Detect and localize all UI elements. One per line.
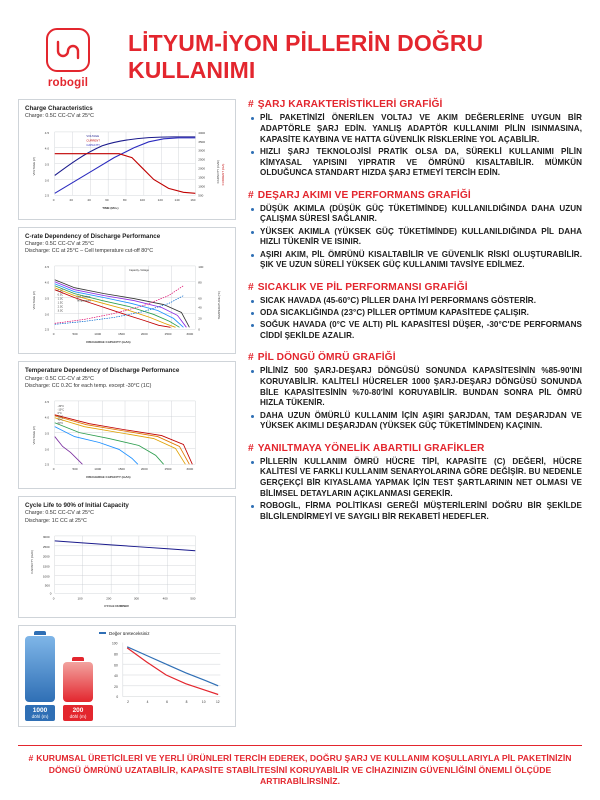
section-temperature [248, 282, 582, 344]
svg-text:6: 6 [166, 700, 168, 705]
page-header [18, 18, 582, 99]
battery-a-label: 1000 döhl (m) [25, 705, 55, 721]
svg-text:4.0: 4.0 [44, 146, 50, 151]
svg-text:CAPACITY: CAPACITY [86, 142, 101, 147]
svg-text:1500: 1500 [118, 332, 125, 337]
chart-subtitle-2: Discharge: 1C CC at 25°C [25, 517, 87, 524]
svg-text:100: 100 [198, 265, 204, 270]
svg-text:200: 200 [106, 595, 112, 600]
chart-title: C-rate Dependency of Discharge Performance [25, 232, 161, 240]
svg-text:60°C: 60°C [57, 422, 64, 426]
svg-text:40: 40 [198, 305, 202, 310]
plot-area [25, 393, 229, 484]
battery-a [25, 631, 55, 721]
svg-text:25°C: 25°C [57, 415, 64, 419]
svg-text:2500: 2500 [164, 332, 172, 337]
svg-text:-30°C: -30°C [57, 404, 65, 408]
svg-text:45°C: 45°C [57, 418, 64, 422]
list-item: HIZLI ŞARJ TEKNOLOJİSİ PRATİK OLSA DA, SÜREKLİ KULLANIMI PİLİN KİMYASAL YAPISINI YIPRATIR VE ÖMRÜNÜ KISALTABİLİR. MÜMKÜN OLDUĞUNCA STANDART HIZDA ŞARJ ETMEYİ TERCİH EDİN. [248, 147, 582, 179]
svg-text:500: 500 [72, 467, 78, 472]
compare-plot [99, 631, 229, 721]
chart-misleading-compare [18, 625, 236, 727]
footer-text: KURUMSAL ÜRETİCİLERİ VE YERLİ ÜRÜNLERİ TERCİH EDEREK, DOĞRU ŞARJ VE KULLANIM KOŞULLARIYLA PİL PAKETİNİZİN DÖNGÜ ÖMRÜNÜ UZATABİLİR, KAPASİTE STABİLİTESİNİ KORUYABİLİR VE CİHAZINIZIN GÜVENLİĞİNİ ÖNEMLİ ÖLÇÜDE ARTIRABİLİRSİNİZ. [36, 753, 572, 787]
svg-text:100: 100 [77, 595, 83, 600]
svg-text:CYCLE NUMBER: CYCLE NUMBER [104, 603, 129, 608]
chart-charge-characteristics [18, 99, 236, 220]
svg-text:Capacity–Voltage: Capacity–Voltage [128, 269, 149, 273]
svg-text:CAPACITY (mAh): CAPACITY (mAh) [216, 159, 221, 183]
svg-text:60: 60 [198, 296, 202, 301]
section-heading [248, 282, 582, 293]
chart-subtitle-2: Discharge: CC 0.2C for each temp. except -30°C (1C) [25, 382, 152, 389]
svg-text:0.5C: 0.5C [57, 293, 64, 297]
svg-text:2: 2 [127, 700, 129, 705]
svg-text:4.0: 4.0 [44, 280, 50, 285]
svg-text:3.0: 3.0 [44, 177, 50, 182]
svg-text:1000: 1000 [198, 183, 206, 188]
svg-text:2000: 2000 [140, 332, 148, 337]
brand-name: robogil [47, 77, 89, 89]
svg-text:4.5: 4.5 [44, 130, 50, 135]
page-footer [18, 745, 582, 788]
svg-text:1500: 1500 [42, 564, 50, 569]
svg-text:3000: 3000 [198, 148, 206, 153]
battery-b-label: 200 döhl (m) [63, 705, 93, 721]
chart-c-rate-discharge [18, 227, 236, 355]
text-column [246, 99, 582, 739]
svg-text:140: 140 [174, 197, 180, 202]
svg-text:2.0C: 2.0C [57, 305, 64, 309]
svg-text:80: 80 [114, 652, 118, 657]
svg-text:1000: 1000 [94, 332, 102, 337]
svg-text:120: 120 [157, 197, 163, 202]
svg-text:CAPACITY (mAh): CAPACITY (mAh) [29, 549, 34, 574]
list-item: YÜKSEK AKIMLA (YÜKSEK GÜÇ TÜKETİMİNDE) KULLANILDIĞINDA PİL DAHA HIZLI TÜKENİR VE ISINIR. [248, 227, 582, 249]
svg-text:3000: 3000 [42, 534, 50, 539]
svg-text:VOLTAGE (V): VOLTAGE (V) [31, 156, 36, 175]
svg-text:2.5: 2.5 [44, 327, 50, 332]
hash-icon: # [248, 189, 254, 201]
svg-text:2.5: 2.5 [44, 192, 50, 197]
robogil-logo-icon [46, 28, 90, 72]
chart-subtitle: Charge: 0.5C CC-CV at 25°C [25, 375, 94, 382]
legend-label-blue: Değer üreteceksiniz [109, 630, 150, 636]
battery-cap-icon [34, 631, 46, 635]
svg-text:CURRENT: CURRENT [86, 137, 100, 142]
svg-text:3.0: 3.0 [44, 447, 50, 452]
svg-text:300: 300 [133, 595, 140, 600]
section-charge [248, 99, 582, 181]
svg-text:0: 0 [49, 591, 52, 596]
chart-title: Cycle Life to 90% of Initial Capacity [25, 502, 129, 510]
plot-area [25, 528, 229, 613]
svg-text:VOLTAGE: VOLTAGE [86, 133, 100, 138]
svg-text:4000: 4000 [198, 130, 206, 135]
svg-text:2500: 2500 [164, 467, 172, 472]
svg-text:2000: 2000 [42, 554, 50, 559]
list-item: PİLİNİZ 500 ŞARJ-DEŞARJ DÖNGÜSÜ SONUNDA KAPASİTESİNİN %85-90'INI KORUYABİLİR. KALİTELİ HÜCRELER 1000 ŞARJ-DEŞARJ DÖNGÜSÜ SONUNDA BİLE KAPASİTESİNİN %70-80'İNİ KORUYABİLİR. BUNDAN SONRA PİL ÖMRÜ HIZLA TÜKENİR. [248, 366, 582, 409]
svg-text:0: 0 [116, 694, 119, 699]
battery-body-icon [63, 662, 93, 702]
chart-subtitle: Charge: 0.5C CC-CV at 25°C [25, 240, 94, 247]
bullet-list [248, 366, 582, 432]
svg-text:8: 8 [185, 700, 188, 705]
battery-b [63, 657, 93, 721]
svg-text:500: 500 [198, 192, 204, 197]
svg-text:DISCHARGE CAPACITY (mAh): DISCHARGE CAPACITY (mAh) [86, 340, 131, 345]
battery-comparison-graphic [25, 631, 93, 721]
plot-area [25, 258, 229, 349]
section-discharge [248, 190, 582, 273]
list-item: ODA SICAKLIĞINDA (23°C) PİLLER OPTİMUM KAPASİTEDE ÇALIŞIR. [248, 308, 582, 319]
list-item: ROBOGİL, FİRMA POLİTİKASI GEREĞİ MÜŞTERİLERİNİ DOĞRU BİR ŞEKİLDE BİLGİLENDİRMEYİ VE SAYGILI BİR REKABETİ HEDEFLER. [248, 501, 582, 523]
svg-text:VOLTAGE (V): VOLTAGE (V) [31, 291, 36, 310]
svg-text:4.0: 4.0 [44, 415, 50, 420]
bullet-list [248, 113, 582, 179]
svg-text:TIME (Min.): TIME (Min.) [102, 205, 119, 210]
svg-text:3.0: 3.0 [44, 312, 50, 317]
svg-text:1500: 1500 [198, 174, 206, 179]
svg-text:-10°C: -10°C [57, 408, 65, 412]
svg-text:DISCHARGE CAPACITY (mAh): DISCHARGE CAPACITY (mAh) [86, 475, 131, 480]
hash-icon: # [248, 352, 254, 363]
svg-text:60: 60 [114, 663, 118, 668]
svg-text:12: 12 [216, 700, 220, 705]
svg-text:0: 0 [52, 467, 55, 472]
svg-text:2000: 2000 [198, 166, 206, 171]
svg-text:500: 500 [44, 583, 50, 588]
svg-text:TEMPERATURE (°C): TEMPERATURE (°C) [217, 291, 222, 320]
svg-text:0: 0 [52, 332, 55, 337]
svg-text:3.5: 3.5 [44, 162, 50, 167]
svg-text:2500: 2500 [198, 157, 206, 162]
chart-subtitle-2: Discharge: CC at 25°C – Cell temperature cut-off 80°C [25, 248, 154, 255]
svg-text:80: 80 [123, 197, 127, 202]
plot-area [25, 124, 229, 215]
svg-text:0: 0 [198, 327, 200, 332]
brand-logo [22, 24, 114, 89]
chart-title: Temperature Dependency of Discharge Performance [25, 367, 180, 375]
svg-text:1000: 1000 [94, 467, 102, 472]
section-heading-text: YANILTMAYA YÖNELİK ABARTILI GRAFİKLER [257, 442, 485, 454]
chart-title: Charge Characteristics [25, 105, 93, 112]
battery-cap-icon [72, 657, 84, 661]
svg-text:80: 80 [198, 280, 202, 285]
svg-text:0: 0 [52, 595, 55, 600]
svg-text:3000: 3000 [186, 332, 194, 337]
bullet-list [248, 204, 582, 272]
svg-text:CURRENT (mA): CURRENT (mA) [221, 163, 226, 185]
svg-text:100: 100 [139, 197, 145, 202]
list-item: DAHA UZUN ÖMÜRLÜ KULLANIM İÇİN AŞIRI ŞARJDAN, TAM DEŞARJDAN VE YÜKSEK AKIMLI DEŞARJDAN (YÜKSEK GÜÇ TÜKETİMİNDEN) KAÇININ. [248, 411, 582, 433]
svg-text:1000: 1000 [42, 574, 50, 579]
main-content [18, 99, 582, 739]
list-item: PİL PAKETİNİZİ ÖNERİLEN VOLTAJ VE AKIM DEĞERLERİNE UYGUN BİR ADAPTÖRLE ŞARJ EDİN. YANLIŞ ADAPTÖR KULLANIMI PİLİN ISINMASINA, KAPASİTE KAYBINA VE HATTA GÜVENLİK RİSKLERİNE YOL AÇABİLİR. [248, 113, 582, 145]
list-item: AŞIRI AKIM, PİL ÖMRÜNÜ KISALTABİLİR VE GÜVENLİK RİSKİ OLUŞTURABİLİR. ŞIK VE UZUN SÜRELİ YÜKSEK GÜÇ KULLANIMI TAVSİYE EDİLMEZ. [248, 250, 582, 272]
svg-text:1.5C: 1.5C [57, 301, 64, 305]
chart-temperature-discharge [18, 361, 236, 489]
chart-subtitle: Charge: 0.5C CC-CV at 25°C [25, 113, 94, 120]
bullet-list [248, 457, 582, 523]
hash-icon: # [28, 753, 34, 763]
svg-text:10: 10 [201, 700, 206, 705]
svg-text:0°C: 0°C [57, 411, 62, 415]
svg-text:500: 500 [72, 332, 78, 337]
svg-text:40: 40 [87, 197, 91, 202]
section-heading [248, 352, 582, 363]
section-heading [248, 190, 582, 201]
page-title: LİTYUM-İYON PİLLERİN DOĞRU KULLANIMI [128, 30, 484, 83]
section-heading [248, 99, 582, 110]
battery-body-icon [25, 636, 55, 702]
hash-icon: # [248, 99, 254, 110]
svg-text:3000: 3000 [186, 467, 194, 472]
svg-text:60: 60 [105, 197, 109, 202]
svg-text:3.5: 3.5 [44, 431, 50, 436]
section-heading-text: ŞARJ KARAKTERİSTİKLERİ GRAFİĞİ [257, 99, 443, 110]
legend-swatch-blue [99, 632, 106, 634]
section-heading-text: DEŞARJ AKIMI VE PERFORMANS GRAFİĞİ [257, 189, 471, 201]
svg-text:4: 4 [146, 700, 149, 705]
svg-text:VOLTAGE (V): VOLTAGE (V) [31, 426, 36, 445]
section-cycle-life [248, 352, 582, 434]
section-heading-text: SICAKLIK VE PİL PERFORMANSI GRAFİĞİ [257, 281, 468, 293]
section-misleading [248, 443, 582, 525]
svg-text:4.5: 4.5 [44, 399, 50, 404]
svg-text:20: 20 [114, 684, 118, 689]
svg-text:3500: 3500 [198, 139, 206, 144]
svg-text:500: 500 [190, 595, 196, 600]
svg-text:2500: 2500 [42, 544, 50, 549]
hash-icon: # [248, 281, 254, 293]
svg-text:100: 100 [112, 641, 118, 646]
svg-text:1500: 1500 [118, 467, 125, 472]
svg-text:1.0C: 1.0C [57, 297, 64, 301]
svg-text:2000: 2000 [140, 467, 148, 472]
svg-text:4.5: 4.5 [44, 265, 50, 270]
svg-text:Cell Surface: Cell Surface [76, 295, 91, 299]
svg-text:2.5: 2.5 [44, 462, 50, 467]
list-item: DÜŞÜK AKIMLA (DÜŞÜK GÜÇ TÜKETİMİNDE) KULLANILDIĞINDA DAHA UZUN ÇALIŞMA SÜRESİ SAĞLANIR. [248, 204, 582, 226]
hash-icon: # [248, 442, 254, 454]
list-item: SOĞUK HAVADA (0°C VE ALTI) PİL KAPASİTESİ DÜŞER, -30°C'DE PERFORMANS CİDDİ ŞEKİLDE AZALIR. [248, 320, 582, 342]
section-heading [248, 443, 582, 454]
svg-text:Temperature: Temperature [76, 299, 91, 303]
svg-text:0: 0 [52, 197, 55, 202]
list-item: PİLLERİN KULLANIM ÖMRÜ HÜCRE TİPİ, KAPASİTE (C) DEĞERİ, HÜCRE KALİTESİ VE FARKLI KULLANIM SENARYOLARINA GÖRE DEĞİŞİR. BU NEDENLE GERÇEKÇİ BİR KIYASLAMA YAPMAK İÇİN TEST ŞARTLARININ NET OLMASI VE BİLİMSEL DETAYLARIN AÇIKLANMASI GEREKİR. [248, 457, 582, 500]
svg-text:40: 40 [114, 674, 118, 679]
list-item: SICAK HAVADA (45-60°C) PİLLER DAHA İYİ PERFORMANS GÖSTERİR. [248, 296, 582, 307]
svg-text:20: 20 [198, 316, 202, 321]
svg-text:20: 20 [69, 197, 73, 202]
bullet-list [248, 296, 582, 342]
section-heading-text: PİL DÖNGÜ ÖMRÜ GRAFİĞİ [257, 352, 396, 363]
svg-text:3.0C: 3.0C [57, 309, 64, 313]
svg-text:400: 400 [162, 595, 168, 600]
svg-text:0.2C: 0.2C [57, 289, 64, 293]
chart-cycle-life [18, 496, 236, 618]
charts-column [18, 99, 236, 739]
chart-subtitle: Charge: 0.5C CC-CV at 25°C [25, 510, 94, 517]
svg-text:3.5: 3.5 [44, 296, 50, 301]
svg-text:160: 160 [190, 197, 196, 202]
